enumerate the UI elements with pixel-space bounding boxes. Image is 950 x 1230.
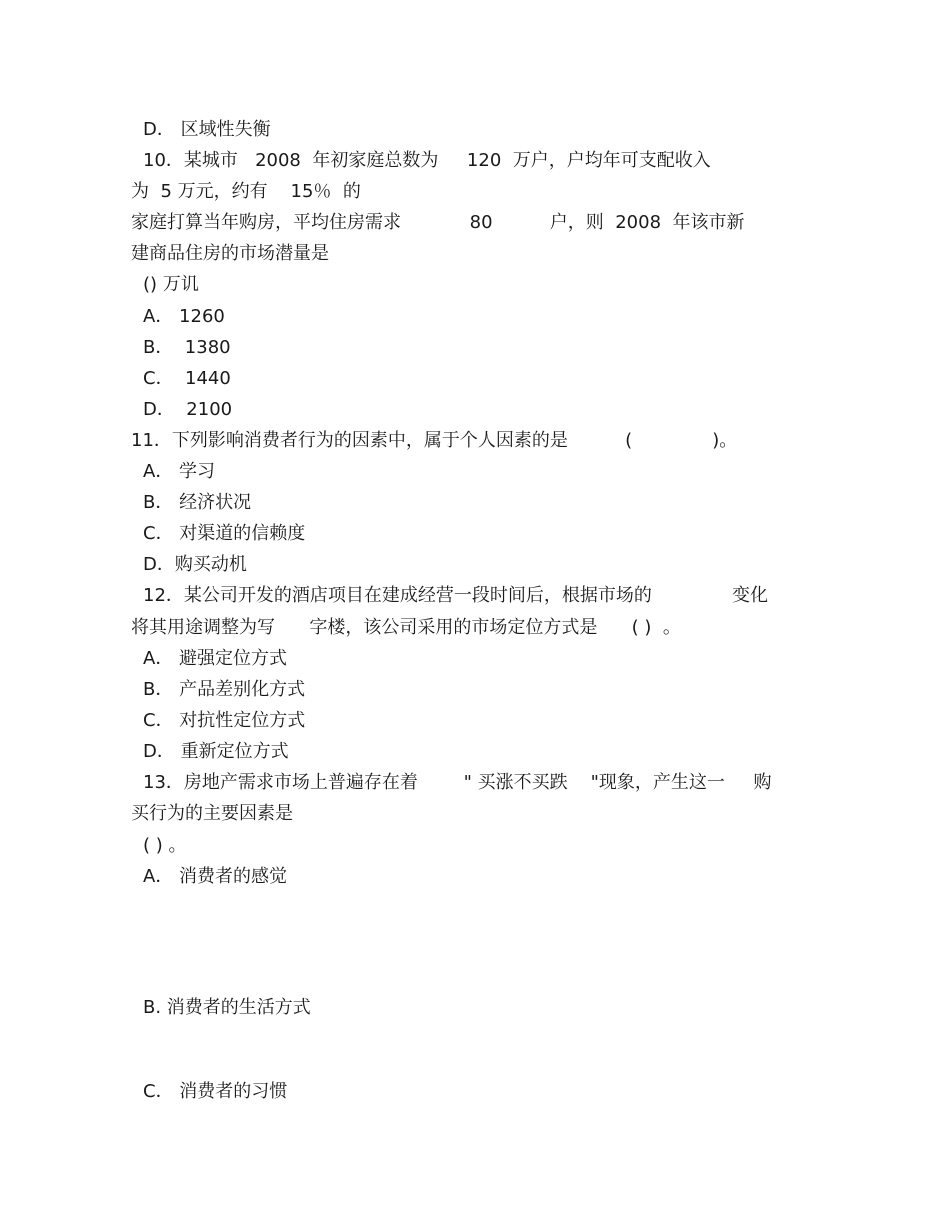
option-b-q12: B． 产品差别化方式: [143, 679, 306, 700]
option-d-q12: D． 重新定位方式: [143, 741, 289, 762]
question-13-line-3: ( ) 。: [143, 835, 187, 856]
option-b-q10: B． 1380: [143, 337, 231, 358]
question-11: 11．下列影响消费者行为的因素中，属于个人因素的是 ( )。: [131, 430, 738, 451]
question-10-line-5: () 万讥: [143, 274, 199, 295]
option-d-q10: D． 2100: [143, 399, 233, 420]
question-13-line-1: 13．房地产需求市场上普遍存在着 " 买涨不买跌 "现象，产生这一 购: [143, 772, 772, 793]
option-d-q9: D． 区域性失衡: [143, 119, 271, 140]
option-b-q11: B． 经济状况: [143, 492, 252, 513]
question-10-line-4: 建商品住房的市场潜量是: [131, 243, 329, 264]
option-d-q11: D．购买动机: [143, 554, 247, 575]
option-a-q12: A． 避强定位方式: [143, 648, 288, 669]
option-a-q10: A． 1260: [143, 306, 225, 327]
option-c-q11: C． 对渠道的信赖度: [143, 523, 306, 544]
option-a-q13: A． 消费者的感觉: [143, 866, 288, 887]
question-12-line-1: 12．某公司开发的酒店项目在建成经营一段时间后，根据市场的 变化: [143, 585, 769, 606]
question-10-line-1: 10．某城市 2008 年初家庭总数为 120 万户，户均年可支配收入: [143, 150, 711, 171]
question-12-line-2: 将其用途调整为写 字楼，该公司采用的市场定位方式是 ( ) 。: [131, 617, 681, 638]
option-c-q13: C． 消费者的习惯: [143, 1081, 288, 1102]
question-10-line-2: 为 5 万元，约有 15％ 的: [131, 181, 361, 202]
option-a-q11: A． 学习: [143, 461, 216, 482]
option-c-q10: C． 1440: [143, 368, 231, 389]
option-c-q12: C． 对抗性定位方式: [143, 710, 306, 731]
question-10-line-3: 家庭打算当年购房，平均住房需求 80 户，则 2008 年该市新: [131, 212, 745, 233]
question-13-line-2: 买行为的主要因素是: [131, 803, 293, 824]
option-b-q13: B. 消费者的生活方式: [143, 997, 311, 1018]
